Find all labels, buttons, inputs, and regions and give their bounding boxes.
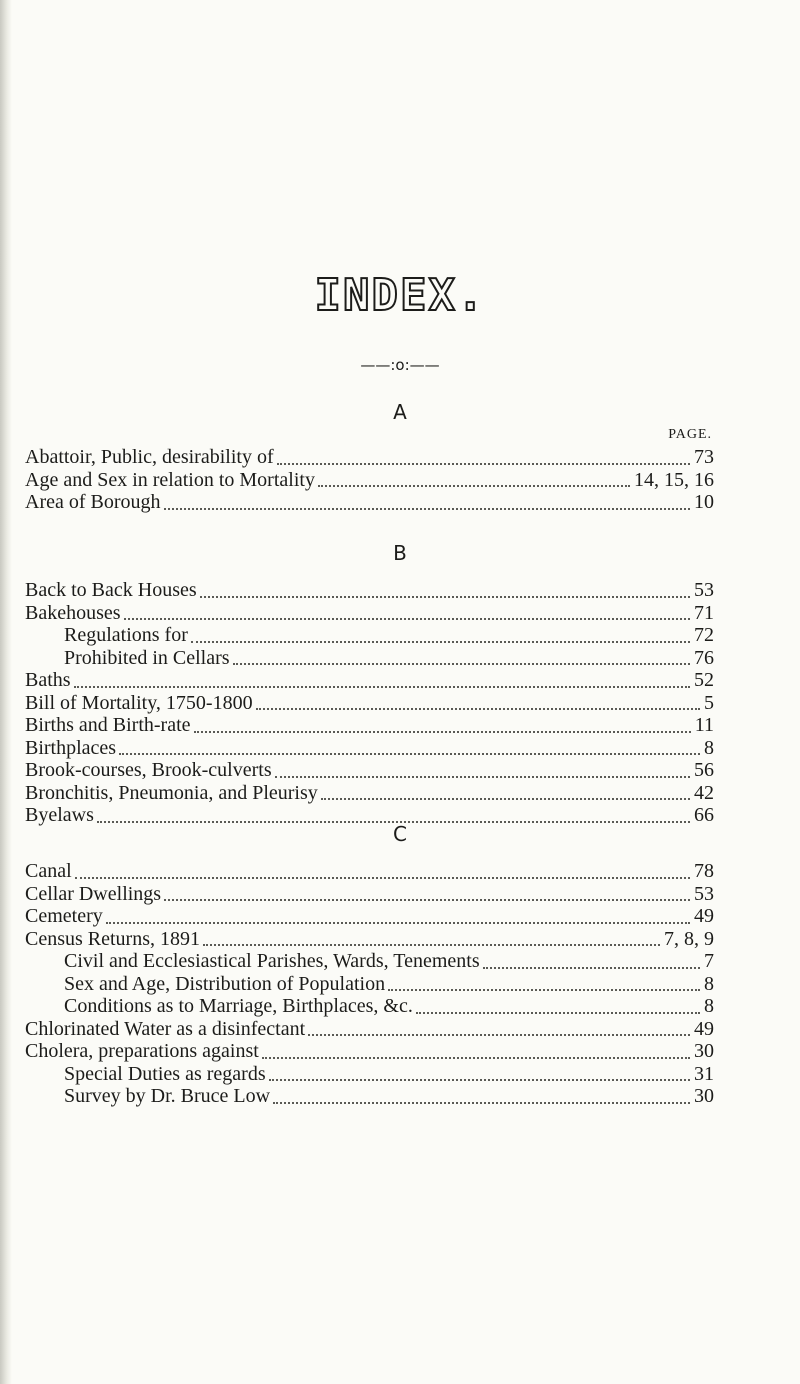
dot-leader xyxy=(256,688,700,710)
title-divider: ——:o:—— xyxy=(360,356,440,374)
dot-leader xyxy=(318,465,630,487)
entry-pages: 53 xyxy=(694,579,714,601)
entry-pages: 76 xyxy=(694,646,714,669)
entry-label: Birthplaces xyxy=(25,736,117,759)
entry-pages: 52 xyxy=(694,669,714,691)
section-letter-a: A xyxy=(393,400,407,424)
entry-pages: 71 xyxy=(694,601,714,624)
dot-leader xyxy=(388,969,700,991)
dot-leader xyxy=(191,621,690,643)
dot-leader xyxy=(194,711,691,733)
dot-leader xyxy=(106,902,690,924)
dot-leader xyxy=(74,666,690,688)
entry-label: Age and Sex in relation to Mortality xyxy=(25,468,315,491)
entry-pages: 78 xyxy=(694,860,714,882)
entry-label: Brook-courses, Brook-culverts xyxy=(25,759,272,781)
entry-label: Prohibited in Cellars xyxy=(64,646,230,669)
entry-pages: 31 xyxy=(694,1062,714,1085)
entry-label: Conditions as to Marriage, Birthplaces, &c. xyxy=(64,995,413,1017)
entry-pages: 49 xyxy=(694,1017,714,1040)
entry-pages: 30 xyxy=(694,1085,714,1107)
entry-pages: 14, 15, 16 xyxy=(634,468,714,491)
dot-leader xyxy=(200,576,690,598)
entry-pages: 49 xyxy=(694,905,714,927)
page-column-heading: PAGE. xyxy=(668,427,712,442)
entry-pages: 30 xyxy=(694,1040,714,1062)
entry-pages: 53 xyxy=(694,882,714,905)
dot-leader xyxy=(164,879,690,901)
entry-pages: 73 xyxy=(694,446,714,468)
entry-label: Baths xyxy=(25,669,71,691)
dot-leader xyxy=(416,992,700,1014)
entry-pages: 7, 8, 9 xyxy=(664,927,714,950)
entry-label: Cholera, preparations against xyxy=(25,1040,259,1062)
entry-label: Civil and Ecclesiastical Parishes, Wards, Tenements xyxy=(64,950,480,972)
dot-leader xyxy=(233,643,690,665)
entry-label: Census Returns, 1891 xyxy=(25,927,200,950)
entry-label: Bill of Mortality, 1750-1800 xyxy=(25,691,253,714)
entry-label: Back to Back Houses xyxy=(25,579,197,601)
index-entry xyxy=(64,1085,714,1108)
entry-pages: 72 xyxy=(694,624,714,646)
entry-label: Byelaws xyxy=(25,804,94,826)
entry-pages: 42 xyxy=(694,781,714,804)
index-title: INDEX. xyxy=(314,270,486,321)
entry-label: Bakehouses xyxy=(25,601,121,624)
entry-pages: 8 xyxy=(704,972,714,995)
entry-pages: 11 xyxy=(694,714,714,736)
section-letter-b: B xyxy=(393,541,407,565)
dot-leader xyxy=(273,1082,690,1104)
dot-leader xyxy=(203,924,660,946)
entry-label: Chlorinated Water as a disinfectant xyxy=(25,1017,306,1040)
entry-pages: 8 xyxy=(704,736,714,759)
section-letter-c: C xyxy=(393,822,407,846)
dot-leader xyxy=(119,733,700,755)
entry-pages: 56 xyxy=(694,759,714,781)
entry-label: Abattoir, Public, desirability of xyxy=(25,446,274,468)
entry-label: Special Duties as regards xyxy=(64,1062,266,1085)
entry-label: Cemetery xyxy=(25,905,103,927)
dot-leader xyxy=(269,1059,690,1081)
section-c-entries xyxy=(0,860,800,1108)
entry-label: Bronchitis, Pneumonia, and Pleurisy xyxy=(25,781,318,804)
dot-leader xyxy=(321,778,690,800)
dot-leader xyxy=(275,756,690,778)
entry-label: Sex and Age, Distribution of Population xyxy=(64,972,386,995)
dot-leader xyxy=(277,443,690,465)
entry-pages: 7 xyxy=(704,950,714,972)
entry-label: Canal xyxy=(25,860,72,882)
dot-leader xyxy=(124,598,690,620)
dot-leader xyxy=(483,947,700,969)
entry-pages: 5 xyxy=(704,691,714,714)
entry-pages: 8 xyxy=(704,995,714,1017)
entry-label: Survey by Dr. Bruce Low xyxy=(64,1085,271,1107)
entry-pages: 10 xyxy=(694,491,714,513)
dot-leader xyxy=(308,1014,690,1036)
entry-label: Births and Birth-rate xyxy=(25,714,191,736)
entry-label: Cellar Dwellings xyxy=(25,882,162,905)
dot-leader xyxy=(75,857,690,879)
dot-leader xyxy=(97,801,690,823)
entry-label: Regulations for xyxy=(64,624,188,646)
section-b-entries xyxy=(0,579,800,827)
entry-label: Area of Borough xyxy=(25,491,161,513)
dot-leader xyxy=(164,488,690,510)
section-a-entries xyxy=(0,446,800,514)
dot-leader xyxy=(262,1037,690,1059)
entry-pages: 66 xyxy=(694,804,714,826)
index-entry xyxy=(25,491,714,514)
